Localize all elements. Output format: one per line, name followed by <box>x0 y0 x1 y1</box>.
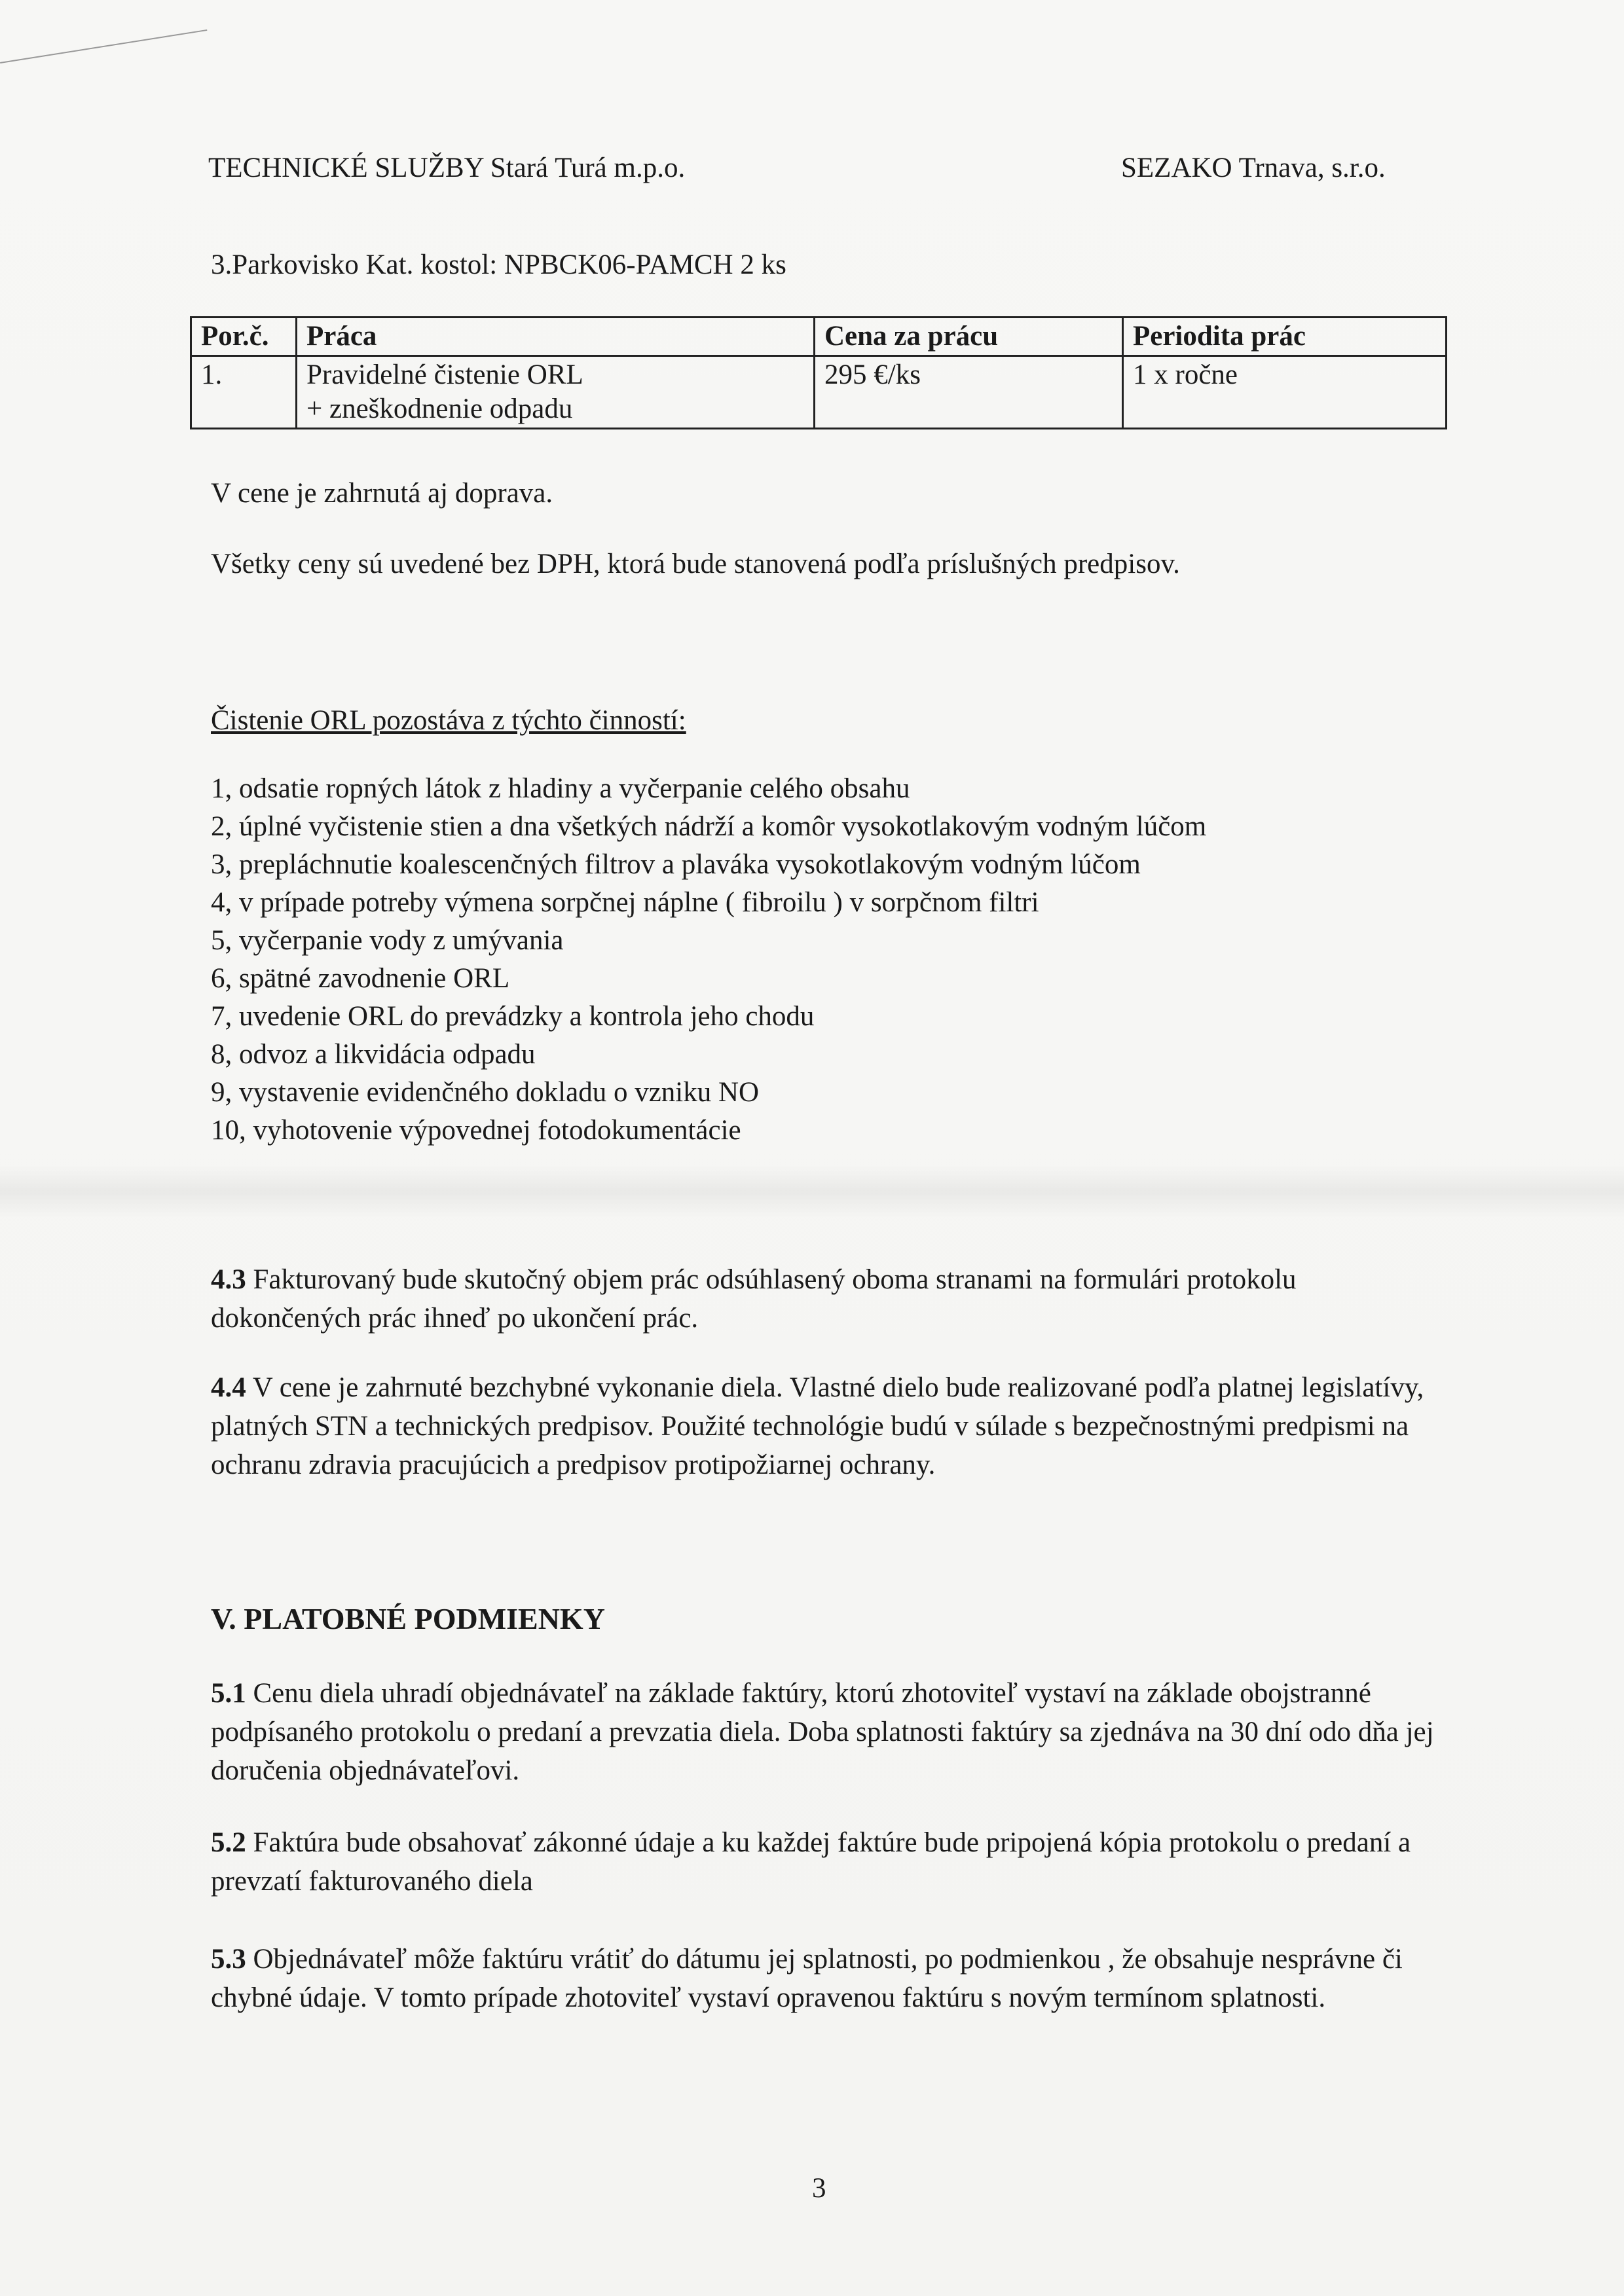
list-item: 7, uvedenie ORL do prevádzky a kontrola jeho chodu <box>211 1001 815 1032</box>
paragraph-number: 5.3 <box>211 1944 246 1975</box>
list-item: 6, spätné zavodnenie ORL <box>211 963 510 994</box>
list-item: 5, vyčerpanie vody z umývania <box>211 925 564 956</box>
price-table <box>190 316 1447 429</box>
cell-price: 295 €/ks <box>815 356 1123 429</box>
header-left: TECHNICKÉ SLUŽBY Stará Turá m.p.o. <box>208 153 686 183</box>
table-header-row <box>191 318 1447 356</box>
paper-edge <box>0 29 207 64</box>
list-item: 10, vyhotovenie výpovednej fotodokumentácie <box>211 1115 741 1146</box>
cell-period: 1 x ročne <box>1123 356 1447 429</box>
list-item: 2, úplné vyčistenie stien a dna všetkých nádrží a komôr vysokotlakovým vodným lúčom <box>211 811 1207 842</box>
page-number: 3 <box>812 2173 826 2204</box>
paragraph-number: 4.3 <box>211 1264 246 1295</box>
paragraph-text: Fakturovaný bude skutočný objem prác odsúhlasený oboma stranami na formulári protokolu dokončených prác ihneď po ukončení prác. <box>211 1264 1297 1334</box>
list-item: 4, v prípade potreby výmena sorpčnej náplne ( fibroilu ) v sorpčnom filtri <box>211 887 1039 918</box>
parking-line: 3.Parkovisko Kat. kostol: NPBCK06-PAMCH 2 ks <box>211 249 786 280</box>
note-transport: V cene je zahrnutá aj doprava. <box>211 478 553 509</box>
col-header-work: Práca <box>297 318 815 356</box>
cell-work-line1: Pravidelné čistenie ORL <box>306 359 583 390</box>
paragraph-5-1 <box>211 1674 1442 1790</box>
paragraph-4-3 <box>211 1260 1442 1338</box>
header-right: SEZAKO Trnava, s.r.o. <box>1121 153 1386 183</box>
paragraph-4-4 <box>211 1368 1442 1484</box>
paragraph-text: V cene je zahrnuté bezchybné vykonanie diela. Vlastné dielo bude realizované podľa platnej legislatívy, platných STN a technických predpisov. Použité technológie budú v súlade s bezpečnostnými predpismi na ochranu zdravia pracujúcich a predpisov protipožiarnej ochrany. <box>211 1372 1424 1480</box>
paragraph-number: 4.4 <box>211 1372 246 1403</box>
paragraph-number: 5.1 <box>211 1678 246 1709</box>
list-item: 3, prepláchnutie koalescenčných filtrov a plaváka vysokotlakovým vodným lúčom <box>211 849 1141 880</box>
paragraph-number: 5.2 <box>211 1827 246 1858</box>
paper-fold <box>0 1165 1624 1218</box>
paragraph-5-2 <box>211 1823 1442 1901</box>
col-header-period: Periodita prác <box>1123 318 1447 356</box>
cell-work <box>297 356 815 429</box>
list-item: 9, vystavenie evidenčného dokladu o vzniku NO <box>211 1077 760 1108</box>
cell-num: 1. <box>191 356 297 429</box>
section-heading: V. PLATOBNÉ PODMIENKY <box>211 1602 605 1635</box>
col-header-num: Por.č. <box>191 318 297 356</box>
list-item: 8, odvoz a likvidácia odpadu <box>211 1039 536 1070</box>
table-row <box>191 356 1447 429</box>
list-item: 1, odsatie ropných látok z hladiny a vyčerpanie celého obsahu <box>211 773 910 804</box>
paragraph-text: Objednávateľ môže faktúru vrátiť do dátumu jej splatnosti, po podmienkou , že obsahuje nesprávne či chybné údaje. V tomto prípade zhotoviteľ vystaví opravenou faktúru s novým termínom splatnosti. <box>211 1944 1403 2013</box>
activities-heading: Čistenie ORL pozostáva z týchto činností: <box>211 705 686 736</box>
paragraph-text: Cenu diela uhradí objednávateľ na základe faktúry, ktorú zhotoviteľ vystaví na základe obojstranné podpísaného protokolu o predaní a prevzatia diela. Doba splatnosti faktúry sa zjednáva na 30 dní odo dňa jej doručenia objednávateľovi. <box>211 1678 1434 1786</box>
paragraph-5-3 <box>211 1940 1442 2017</box>
note-vat: Všetky ceny sú uvedené bez DPH, ktorá bude stanovená podľa príslušných predpisov. <box>211 549 1180 579</box>
paragraph-text: Faktúra bude obsahovať zákonné údaje a ku každej faktúre bude pripojená kópia protokolu o predaní a prevzatí fakturovaného diela <box>211 1827 1411 1897</box>
col-header-price: Cena za prácu <box>815 318 1123 356</box>
cell-work-line2: + zneškodnenie odpadu <box>306 393 573 424</box>
